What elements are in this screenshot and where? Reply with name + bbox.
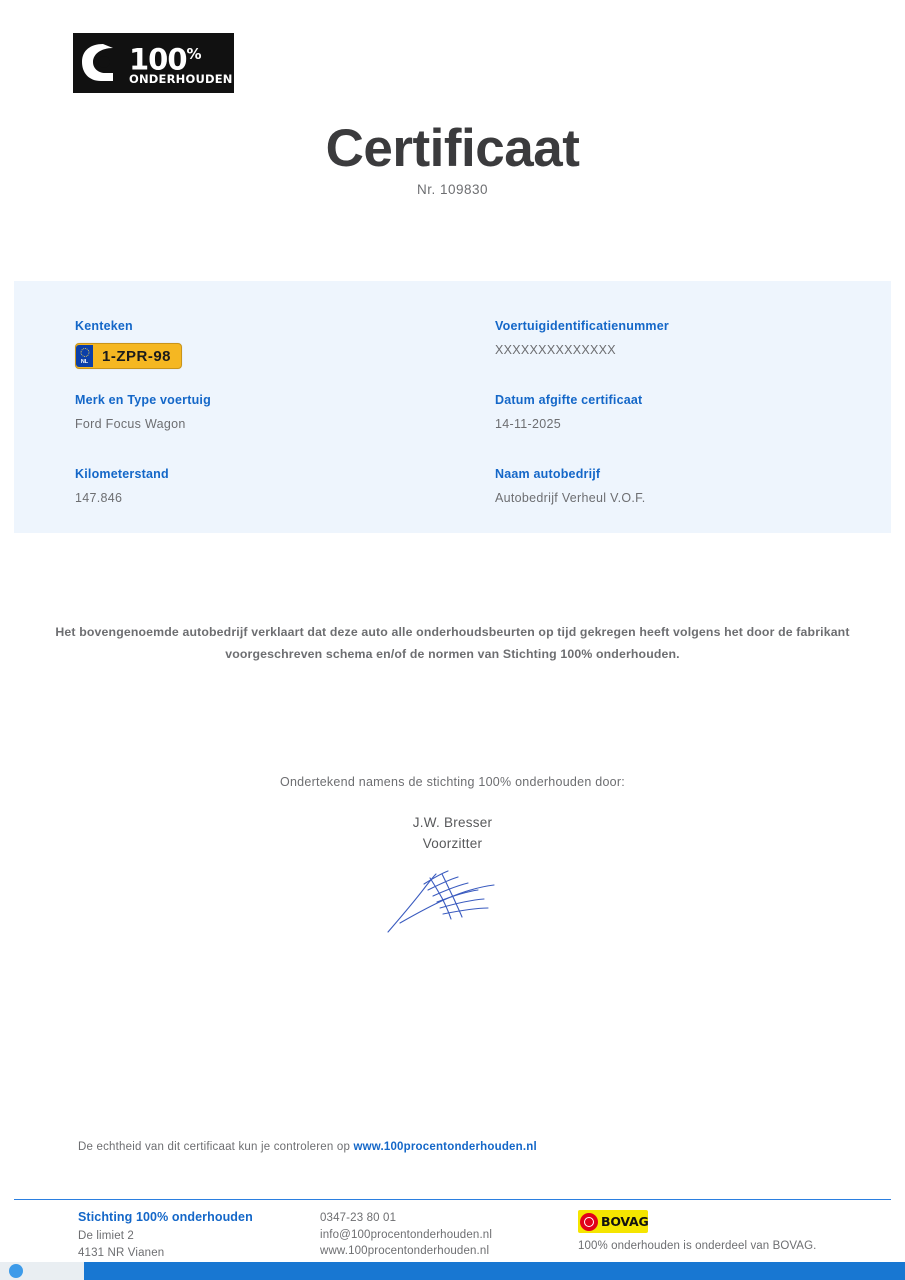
field-vin	[495, 319, 835, 371]
eu-stars-icon	[80, 348, 89, 357]
signer-role: Voorzitter	[422, 836, 483, 851]
footer-divider	[14, 1199, 891, 1200]
vehicle-data-grid	[75, 319, 835, 541]
page-title: Certificaat	[325, 119, 580, 178]
field-label-kenteken: Kenteken	[75, 319, 133, 333]
footer	[78, 1210, 878, 1261]
bottom-bar-left-area	[0, 1262, 84, 1280]
bovag-note: 100% onderhouden is onderdeel van BOVAG.	[578, 1240, 817, 1252]
footer-org-name: Stichting 100% onderhouden	[78, 1210, 253, 1224]
footer-org-column	[78, 1210, 320, 1261]
verify-link[interactable]: www.100procentonderhouden.nl	[353, 1141, 537, 1153]
footer-phone: 0347-23 80 01	[320, 1212, 397, 1224]
footer-website[interactable]: www.100procentonderhouden.nl	[320, 1245, 490, 1257]
footer-email[interactable]: info@100procentonderhouden.nl	[320, 1228, 493, 1241]
field-label-issue-date: Datum afgifte certificaat	[495, 393, 643, 407]
bovag-mark-icon	[580, 1213, 598, 1231]
verify-text: De echtheid van dit certificaat kun je controleren op	[78, 1141, 354, 1153]
footer-address-line-2: 4131 NR Vianen	[78, 1246, 165, 1259]
bovag-logo	[578, 1210, 648, 1233]
field-garage-name	[495, 467, 835, 519]
field-mileage	[75, 467, 495, 519]
field-label-make-model: Merk en Type voertuig	[75, 393, 211, 407]
signature-image	[380, 860, 520, 935]
certificate-number: Nr. 109830	[416, 182, 489, 197]
field-make-model	[75, 393, 495, 445]
bovag-wordmark: BOVAG	[601, 1214, 649, 1229]
loading-indicator-icon	[9, 1264, 23, 1278]
license-plate	[75, 343, 182, 369]
bottom-status-bar	[0, 1262, 905, 1280]
plate-number: 1-ZPR-98	[102, 347, 172, 365]
signature-intro: Ondertekend namens de stichting 100% onderhouden door:	[280, 775, 625, 789]
plate-eu-band	[76, 345, 93, 367]
field-value-issue-date: 14-11-2025	[495, 417, 562, 431]
wrench-icon	[79, 40, 119, 86]
field-label-vin: Voertuigidentificatienummer	[495, 319, 669, 333]
logo-wordmark	[125, 33, 234, 93]
field-label-garage-name: Naam autobedrijf	[495, 467, 601, 481]
logo-subtitle-text: ONDERHOUDEN	[129, 72, 233, 87]
field-issue-date	[495, 393, 835, 445]
brand-logo	[73, 33, 234, 93]
signer-name: J.W. Bresser	[412, 815, 493, 830]
field-value-make-model: Ford Focus Wagon	[75, 417, 186, 431]
logo-icon-panel	[73, 33, 125, 93]
verify-line	[78, 1141, 537, 1153]
field-value-garage-name: Autobedrijf Verheul V.O.F.	[495, 491, 646, 505]
field-kenteken	[75, 319, 495, 371]
field-label-mileage: Kilometerstand	[75, 467, 169, 481]
footer-contact-column	[320, 1210, 578, 1261]
footer-address-line-1: De limiet 2	[78, 1230, 134, 1242]
vehicle-data-panel	[14, 281, 891, 533]
field-value-vin: XXXXXXXXXXXXXX	[495, 343, 616, 357]
plate-country-code: NL	[80, 359, 89, 365]
footer-bovag-column	[578, 1210, 878, 1261]
declaration-text: Het bovengenoemde autobedrijf verklaart dat deze auto alle onderhoudsbeurten op tijd gekregen heeft volgens het door de fabrikant voorgeschreven schema en/of de normen van Stichting 100% onderhouden.	[55, 625, 850, 661]
logo-100-text: 100%	[129, 42, 201, 77]
field-value-mileage: 147.846	[75, 491, 123, 505]
